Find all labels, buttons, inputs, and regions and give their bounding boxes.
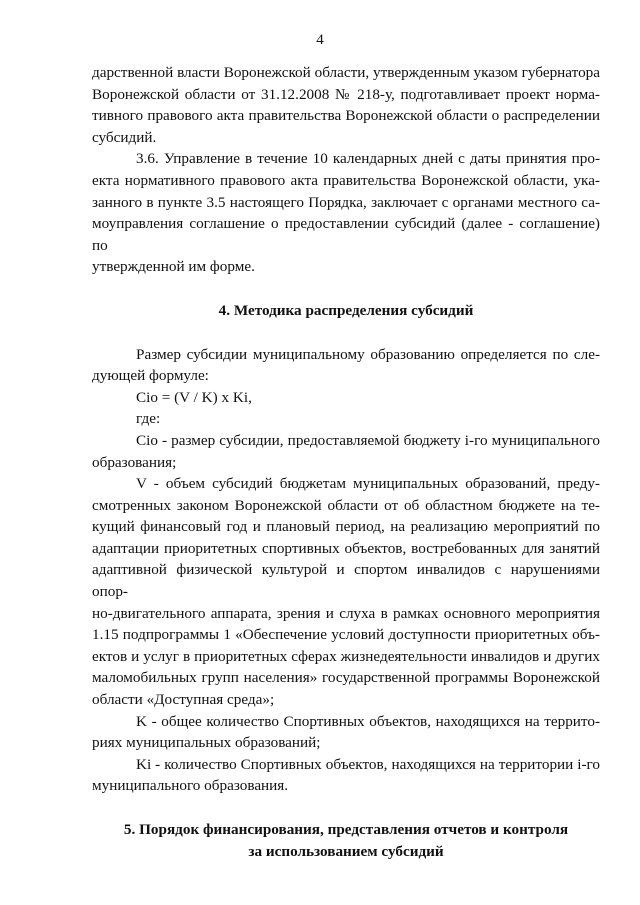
- text-line: но-двигательного аппарата, зрения и слуха в рамках основного мероприятия: [92, 604, 600, 622]
- definition-ki: [92, 754, 600, 797]
- definition-v: [92, 473, 600, 711]
- heading-line: 5. Порядок финансирования, представления отчетов и контроля: [123, 821, 569, 838]
- text-line: V - объем субсидий бюджетам муниципальных образований, преду-: [136, 475, 600, 493]
- formula-text: Сio = (V / K) x Ki,: [136, 388, 252, 406]
- definition-k: [92, 711, 600, 754]
- section-heading-5: [92, 819, 600, 862]
- formula-where: [92, 408, 600, 430]
- text-line: дарственной власти Воронежской области, утвержденным указом губернатора: [92, 64, 600, 81]
- text-line: ектов и услуг в приоритетных сферах жизнедеятельности инвалидов и других: [92, 647, 600, 665]
- text-line: утвержденной им форме.: [92, 258, 255, 276]
- heading-line: за использованием субсидий: [248, 842, 444, 860]
- text-line: екта нормативного правового акта правительства Воронежской области, ука-: [92, 171, 600, 189]
- text-line: Воронежской области от 31.12.2008 № 218-у, подготавливает проект норма-: [92, 85, 600, 103]
- text-line: адаптивной физической культурой и спортом инвалидов с нарушениями опор-: [92, 561, 600, 601]
- text-line: области «Доступная среда»;: [92, 691, 275, 709]
- text-line: 1.15 подпрограммы 1 «Обеспечение условий доступности приоритетных объ-: [92, 626, 600, 644]
- paragraph-3-6: [92, 148, 600, 278]
- text-line: моуправления соглашение о предоставлении субсидий (далее - соглашение) по: [92, 215, 600, 254]
- definition-cio: [92, 430, 600, 473]
- where-text: где:: [136, 410, 161, 428]
- text-line: кущий финансовый год и плановый период, на реализацию мероприятий по: [92, 518, 600, 536]
- text-line: риях муниципальных образований;: [92, 734, 321, 752]
- text-line: дующей формуле:: [92, 367, 209, 385]
- text-line: K - общее количество Спортивных объектов, находящихся на террито-: [136, 712, 600, 730]
- text-line: муниципального образования.: [92, 777, 289, 795]
- formula: [92, 387, 600, 409]
- text-line: субсидий.: [92, 128, 157, 146]
- text-line: адаптации приоритетных спортивных объектов, востребованных для занятий: [92, 539, 600, 557]
- section-heading-4: 4. Методика распределения субсидий: [218, 301, 474, 319]
- page-body: [92, 62, 600, 862]
- text-line: 3.6. Управление в течение 10 календарных дней с даты принятия про-: [136, 150, 600, 168]
- text-line: тивного правового акта правительства Воронежской области о распределении: [92, 107, 600, 125]
- text-line: Размер субсидии муниципальному образованию определяется по сле-: [136, 345, 600, 363]
- page-number: 4: [316, 32, 324, 48]
- paragraph-continuation: [92, 62, 600, 148]
- text-line: смотренных законом Воронежской области от об областном бюджете на те-: [92, 496, 600, 514]
- paragraph-formula-intro: [92, 344, 600, 387]
- text-line: маломобильных групп населения» государственной программы Воронежской: [92, 669, 600, 687]
- text-line: Ki - количество Спортивных объектов, находящихся на территории i-го: [136, 755, 600, 773]
- text-line: занного в пункте 3.5 настоящего Порядка, заключает с органами местного са-: [92, 193, 600, 211]
- text-line: Сio - размер субсидии, предоставляемой бюджету i-го муниципального: [136, 431, 600, 449]
- text-line: образования;: [92, 453, 177, 471]
